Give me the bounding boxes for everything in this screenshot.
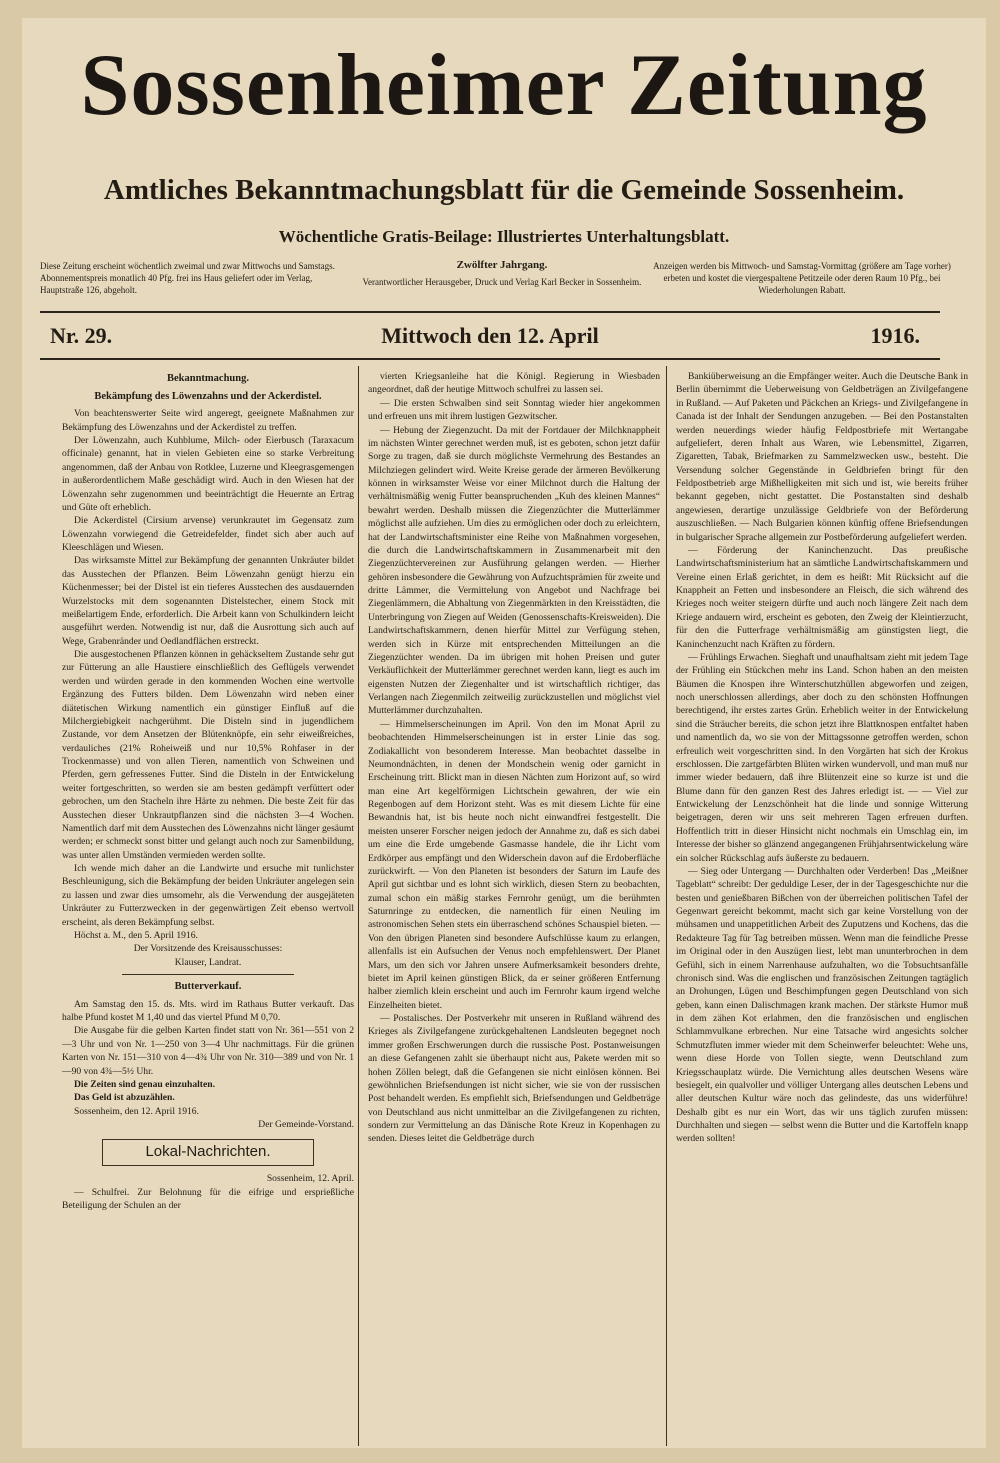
paragraph: Die ausgestochenen Pflanzen können in gehäckseltem Zustande sehr gut zur Fütterung an alle Haustiere einschließlich des Geflügels verwendet werden und würden gerade in den kommenden Wochen eine wertvolle Ergänzung des Futters bilden. Dem Löwenzahn wird neben einer diätetischen Wirkung namentlich ein günstiger Einfluß auf die Milchergiebigkeit nachgerühmt. Die Disteln sind in jugendlichem Zustande, vor dem Ansetzen der Blütenknöpfe, ein sehr eiweißreiches, verdauliches (21% Roheiweiß und nur 10,5% Rohfaser in der Trockenmasse) und von allen Tieren, namentlich von Schweinen und Pferden, gern gefressenes Futter. Sind die Disteln in der Entwickelung weiter fortgeschritten, so werden sie am besten gedämpft verfüttert oder gebrochen, um den Stacheln ihre Härte zu nehmen. Die beste Zeit für das Ausstechen dieser Unkrautpflanzen sind die nächsten 3—4 Wochen. Namentlich darf mit dem Ausstechen des Löwenzahns nicht länger gesäumt werden; er schmeckt sonst bitter und gelangt auch noch zur Samenbildung, was unter allen Umständen vermieden werden sollte. [62, 649, 354, 861]
paragraph: Die Ackerdistel (Cirsium arvense) verunkrautet im Gegensatz zum Löwenzahn vorwiegend die Getreidefelder, findet sich aber auch auf Kleeschlägen und Wiesen. [62, 515, 354, 554]
notice-subheading: Bekämpfung des Löwenzahns und der Ackerdistel. [94, 390, 322, 402]
paragraph: — Postalisches. Der Postverkehr mit unseren in Rußland während des Krieges als Zivilgefangene zurückgehaltenen Landsleuten begegnet noch immer großen Erschwerungen durch die russische Post. Postanweisungen an diese Gefangenen zahlt sie überhaupt nicht aus, Pakete werden mit so hohen Zöllen belegt, daß die Gefangenen sie nicht einlösen können. Bei gewöhnlichen Briefsendungen ist nicht sicher, wie sie von der russischen Post behandelt werden. Es empfiehlt sich, Briefsendungen und Geldbeträge von Deutschland aus nicht unmittelbar an die Zivilgefangenen zu richten, sondern zur Vermittelung an das Dänische Rote Kreuz in Kopenhagen zu senden. Dieses leitet die Geldbeträge durch [368, 1013, 660, 1145]
paragraph-bold: Das Geld ist abzuzählen. [74, 1092, 175, 1104]
paragraph: — Förderung der Kaninchenzucht. Das preußische Landwirtschaftsministerium hat an sämtliche Landwirtschaftskammern und Vereine einen Erlaß gerichtet, in dem es heißt: Mit Rücksicht auf die Knappheit an Fetten und insbesondere an Fleisch, die sich während des Krieges noch weiter steigern dürfte und auch noch längere Zeit nach dem Kriege andauern wird, erscheint es geboten, den Zweig der Kleintierzucht, für den die Futterfrage verhältnismäßig am günstigsten liegt, die Kaninchenzucht nach Kräften zu fördern. [676, 544, 968, 650]
section-divider [122, 974, 294, 975]
paragraph: — Frühlings Erwachen. Sieghaft und unaufhaltsam zieht mit jedem Tage der Frühling ein Stückchen mehr ins Land. Schon haben an den meisten Bäumen die Knospen ihre Winterschutzhüllen abgeworfen und zeigen, noch unerschlossen allerdings, aber doch zu den schönsten Hoffnungen berechtigend, ihr erstes zartes Grün. Erheblich weiter in der Entwickelung sind die Sträucher bereits, die schon jetzt ihre Blattknospen entfaltet haben und namentlich da, wo sie von der Mittagssonne getroffen werden, schon erfreulich weit vorgeschritten sind. In den Vorgärten hat sich der Krokus erschlossen. Die zartgefärbten Blüten wirken wundervoll, und man muß nur immer wieder bedauern, daß ihre Blütenzeit eine so kurze ist und die Blume dann für den ganzen Rest des Jahres erledigt ist. — — Viel zur Entwickelung der Lenzschönheit hat die linde und sonnige Witterung beigetragen, deren wir uns seit mehreren Tagen erfreuen durften. Hoffentlich tritt in dieser Hinsicht nicht nochmals ein Umschlag ein, im Interesse der bisher so glänzend angegangenen Frühjahrsentwickelung wäre ein solcher Rückschlag aufs äußerste zu bedauern. [676, 651, 968, 864]
signature-name: Klauser, Landrat. [174, 956, 242, 968]
paragraph: Ich wende mich daher an die Landwirte und ersuche mit tunlichster Beschleunigung, sich die Bekämpfung der beiden Unkräuter angelegen sein zu lassen und zwar dies umsomehr, als die Verwendung der ausgejäteten Unkräuter zu Futterzwecken in der gegenwärtigen Zeit ebenso wertvoll erscheint, als deren Bekämpfung selbst. [62, 863, 354, 928]
paragraph: — Sieg oder Untergang — Durchhalten oder Verderben! Das „Meißner Tageblatt“ schreibt: Der geduldige Leser, der in der Tagesgeschichte nur die besten und genießbaren Bißchen von der überreichen politischen Tafel der Gegenwart gereicht bekommt, macht sich gar keine Vorstellung von der mühsamen und unappetitlichen Arbeit des Zuputzens und Kochens, das die Redakteure Tag für Tag betreiben müssen. Wenn man die feindliche Presse im Original oder in den Auszügen liest, lebt man ununterbrochen in dem Gefühl, sich in einem Narrenhause aufzuhalten, wo die Tobsuchtsanfälle chronisch sind. Was die englischen und französischen Zeitungen tagtäglich an Drohungen, Lügen und Beschimpfungen gegen Deutschland von sich geben, kann einen Dalischmagen krank machen. Der stärkste Humor muß in dem zähen Kot erlahmen, den die französischen und englischen Schlammvulkane erbrechen. Nur eine Tatsache wird angesichts solcher Schmutzfluten immer wieder mit dem Scheinwerfer beleuchtet: Wehe uns, wenn diese Horde von Tollen siegte, wenn Deutschland zum Kriegsschauplatz würde. Die Vernichtung alles deutschen Wesens wäre besiegelt, ein qualvoller und völliger Untergang alles deutschen Lebens und aller deutschen Kultur wäre noch das gelindeste, das uns widerführe! Deshalb gibt es nur ein Wort, das wir uns täglich zurufen müssen: Durchhalten und siegen — selbst wenn die Butter und die Kartoffeln knapp werden sollten! [676, 865, 968, 1145]
column-divider [358, 366, 359, 1446]
paragraph: — Die ersten Schwalben sind seit Sonntag wieder hier angekommen und erfreuen uns mit ihrem lustigen Gezwitscher. [368, 397, 660, 423]
paragraph: — Hebung der Ziegenzucht. Da mit der Fortdauer der Milchknappheit im nächsten Winter gerechnet werden muß, ist es geboten, schon jetzt dafür Sorge zu tragen, daß sie durch möglichste Vermehrung des Bestandes an Milchziegen gelindert wird. Weite Kreise gerade der ärmeren Bevölkerung können in wirksamster Weise vor einer Milchnot durch die Haltung der verhältnismäßig wenig Futter beanspruchenden „Kuh des kleinen Mannes“ bewahrt werden. Deshalb müssen die Ziegenzüchter die Mutterlämmer möglichst alle aufziehen. Um dies zu ermöglichen oder doch zu erleichtern, hat der Landwirtschaftsminister eine Reihe von Maßnahmen vorgesehen, die durch die Landwirtschaftskammern in Zusammenarbeit mit den Ziegenzüchtervereinen zur Ausführung gelangen werden. — Hierher gehören insbesondere die Gewährung von Aufzuchtsprämien für zweite und dritte Lämmer, die Vermittelung von Angebot und Nachfrage bei Ziegenlämmern, die Abhaltung von Ziegenmärkten in den Kreisstädten, die Unterbringung von Ziegen auf Weiden (Genossenschafts-Kreisweiden). Die Landwirtschaftskammern, denen hierfür Mittel zur Verfügung stehen, werden sich in Kürze mit entsprechenden Mitteilungen an die Ziegenzüchter wenden. Da im übrigen mit hohen Preisen und guter Verkäuflichkeit der Mutterlämmer gerechnet werden kann, liegt es auch im eigensten Nutzen der Ziegenhalter und ist wirtschaftlich richtiger, das Verlangen nach Ziegenmilch zeitweilig zurückzustellen und möglichst viel Mutterlämmer durchzuhalten. [368, 424, 660, 717]
column-3 [676, 370, 968, 1440]
masthead-title: Sossenheimer Zeitung [80, 37, 928, 134]
dateline [40, 323, 940, 353]
masthead-supplement: Wöchentliche Gratis-Beilage: Illustriertes Unterhaltungsblatt. [278, 227, 730, 246]
local-news-heading: Lokal-Nachrichten. [102, 1139, 314, 1166]
paragraph: Bankiüberweisung an die Empfänger weiter. Auch die Deutsche Bank in Berlin übernimmt die Ueberweisung von Geldbeträgen an Zivilgefangene in Rußland. — Auf Paketen und Päckchen an Kriegs- und Zivilgefangene in Canada ist der Inhalt der Sendungen anzugeben. — Bei den Postanstalten werden neuerdings wieder häufig Feldpostbriefe mit Wertangabe aufgeliefert, deren Inhalt aus Waren, wie Lebensmittel, Zigarren, Zigaretten, Tabak, Briefmarken zu Sammelzwecken usw., besteht. Die Versendung solcher Gegenstände in Geldbriefen bringt für den Feldpostbetrieb arge Mißhelligkeiten mit sich und ist, wie bereits früher bekannt gegeben, nicht gestattet. Die Postanstalten sind deshalb angewiesen, derartige unzulässige Geldbriefe von der Beförderung auszuschließen. — Nach Bulgarien können künftig offene Briefsendungen in bulgarischer Sprache allgemein zur Postbeförderung aufgeliefert werden. [676, 371, 968, 543]
column-1 [62, 370, 354, 1440]
volume-year: Zwölfter Jahrgang. [456, 259, 548, 271]
paragraph: — Himmelserscheinungen im April. Von den im Monat April zu beobachtenden Himmelserscheinungen ist in erster Linie das sog. Zodiakallicht von besonderem Interesse. Man beobachtet dasselbe in Neumondnächten, in denen der Mondschein wenig oder garnicht in Erscheinung tritt. Blickt man in diesen Nächten zum Horizont auf, so wird man eine Art kegelförmigen Lichtschein gewahren, der wie ein Regenbogen auf dem Horizont steht. Was es mit diesem Lichte für eine Bewandnis hat, ist bis heute noch nicht einwandfrei festgestellt. Die meisten unserer Forscher neigen jedoch der Annahme zu, daß es sich dabei um eine die Erde umgebende Gasmasse handele, die ihr Licht vom Erdkörper aus empfängt und den Widerschein davon auf die Erdoberfläche zurückwirft. — Von den Planeten ist besonders der Saturn im Laufe des April gut sichtbar und es lohnt sich wirklich, diesen Stern zu beobachten, zumal schon ein mäßig starkes Fernrohr genügt, um die berühmten Saturnringe zu entdecken, die namentlich für einen Neuling im astronomischen Sehen stets ein überraschend schönes Schauspiel bieten. — Von den übrigen Planeten sind besondere Aufschlüsse kaum zu erlangen, allenfalls ist ein Aufsuchen der Venus noch empfehlenswert. Der Planet Mars, um den sich vor Jahren unsere Aufmerksamkeit besonders drehte, bietet im April keinen günstigen Blick, da er seiner größeren Entfernung halber ziemlich klein erscheint und auch im Fernrohr kaum irgend welche Einzelheiten bietet. [368, 718, 660, 1011]
signature-name: Der Gemeinde-Vorstand. [258, 1119, 354, 1131]
bottom-rule [40, 358, 940, 360]
paragraph: Der Löwenzahn, auch Kuhblume, Milch- oder Eierbusch (Taraxacum officinale) genannt, hat in vielen Gebieten eine so starke Verbreitung angenommen, daß der Anbau von Rotklee, Luzerne und Kleegrasgemengen in außerordentlichem Maße geschädigt wird. Auch in den Wiesen hat der Löwenzahn sehr zugenommen und beeinträchtigt die Heuernte an Ertrag und Güte oft erheblich. [62, 435, 354, 513]
issue-date: Mittwoch den 12. April [381, 323, 599, 348]
paragraph-bold: Die Zeiten sind genau einzuhalten. [74, 1078, 215, 1090]
butter-heading: Butterverkauf. [174, 981, 242, 993]
publisher-info [352, 258, 652, 289]
paragraph: — Schulfrei. Zur Belohnung für die eifrige und ersprießliche Beteiligung der Schulen an der [62, 1186, 354, 1212]
signature-place: Sossenheim, den 12. April 1916. [74, 1105, 199, 1117]
notice-heading: Bekanntmachung. [167, 373, 249, 384]
subscription-info: Diese Zeitung erscheint wöchentlich zweimal und zwar Mittwochs und Samstags. Abonnementspreis monatlich 40 Pfg. frei ins Haus geliefert oder im Verlag, Hauptstraße 126, abgeholt. [40, 261, 335, 295]
paragraph: Von beachtenswerter Seite wird angeregt, geeignete Maßnahmen zur Bekämpfung des Löwenzahns und der Ackerdistel zu treffen. [62, 408, 354, 433]
paragraph: Am Samstag den 15. ds. Mts. wird im Rathaus Butter verkauft. Das halbe Pfund kostet M 1,40 und das viertel Pfund M 0,70. [62, 998, 354, 1024]
column-2 [368, 370, 660, 1440]
paragraph: Das wirksamste Mittel zur Bekämpfung der genannten Unkräuter bildet das Ausstechen der Pflanzen. Beim Löwenzahn genügt hierzu ein Küchenmesser; bei der Distel ist ein tieferes Ausstechen des ausdauernden Wurzelstocks mit dem sogenannten Distelstecher, einem Stock mit meißelartigem Ende, erforderlich. Die Arbeit kann von Schulkindern leicht ausgeführt werden. Notwendig ist nur, daß die Ausrottung sich auch auf Wege, Grabenränder und Oedlandflächen erstreckt. [62, 555, 354, 647]
issue-number: Nr. 29. [50, 323, 113, 348]
signature-place: Höchst a. M., den 5. April 1916. [74, 929, 198, 941]
local-news-dateline: Sossenheim, 12. April. [266, 1173, 354, 1185]
signature-role: Der Vorsitzende des Kreisausschusses: [133, 943, 283, 955]
top-rule [40, 311, 940, 313]
masthead-subtitle: Amtliches Bekanntmachungsblatt für die Gemeinde Sossenheim. [103, 174, 905, 206]
publisher-text: Verantwortlicher Herausgeber, Druck und Verlag Karl Becker in Sossenheim. [362, 276, 642, 287]
column-divider [666, 366, 667, 1446]
paragraph: Die Ausgabe für die gelben Karten findet statt von Nr. 361—551 von 2—3 Uhr und von Nr. 1—250 von 3—4 Uhr nachmittags. Für die grünen Karten von Nr. 151—310 von 4—4¾ Uhr von Nr. 310—389 und von Nr. 1—90 von 4¾—5½ Uhr. [62, 1025, 354, 1077]
advertising-info: Anzeigen werden bis Mittwoch- und Samstag-Vormittag (größere am Tage vorher) erbeten und kostet die viergespaltene Petitzeile oder deren Raum 10 Pfg., bei Wiederholungen Rabatt. [653, 261, 951, 295]
paragraph: vierten Kriegsanleihe hat die Königl. Regierung in Wiesbaden angeordnet, daß der heutige Mittwoch schulfrei zu lassen sei. [368, 371, 660, 396]
issue-year: 1916. [870, 323, 920, 348]
newspaper-page [22, 18, 986, 1448]
